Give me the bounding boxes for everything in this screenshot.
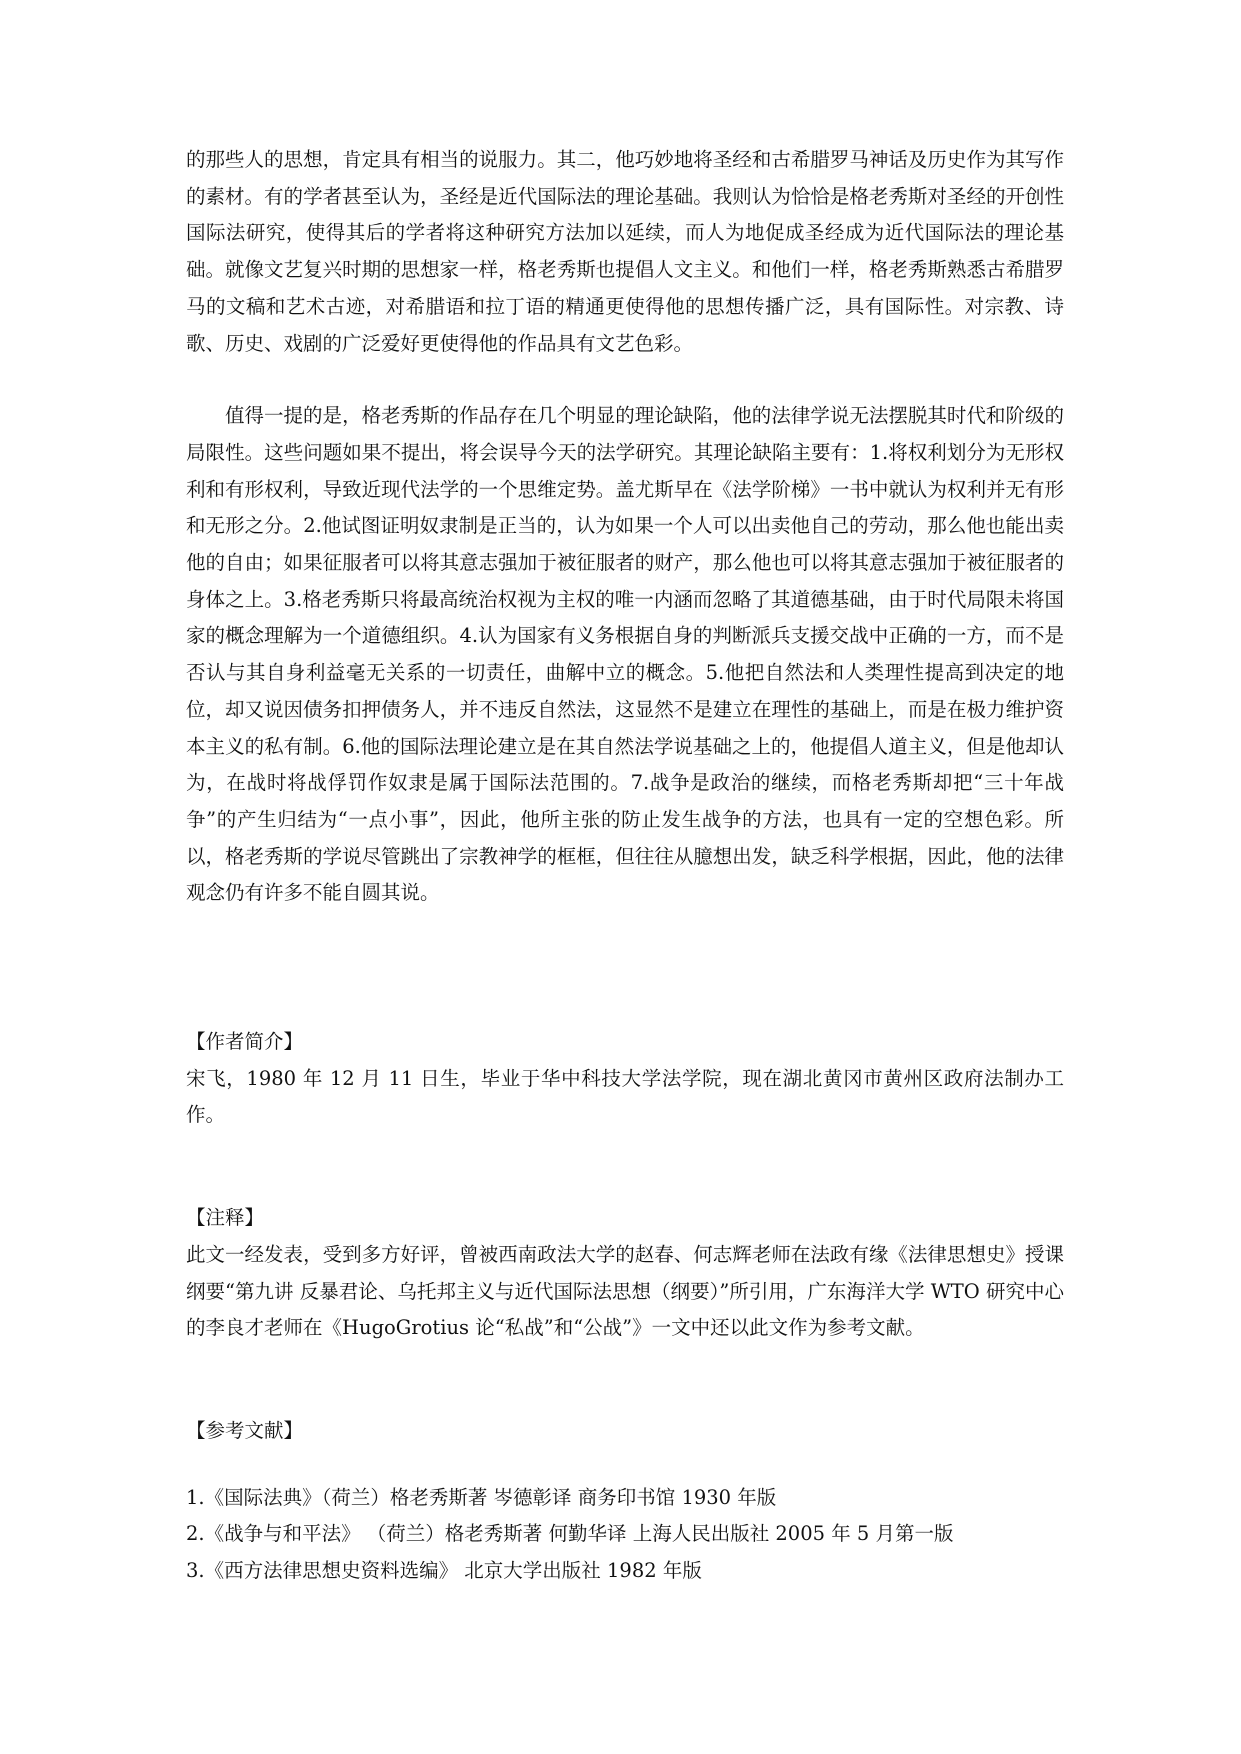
author-heading: 【作者简介】 (186, 1030, 304, 1054)
body-paragraph-1: 的那些人的思想，肯定具有相当的说服力。其二，他巧妙地将圣经和古希腊罗马神话及历史作为其写作的素材。有的学者甚至认为，圣经是近代国际法的理论基础。我则认为恰恰是格老秀斯对圣经的开创性国际法研究，使得其后的学者将这种研究方法加以延续，而人为地促成圣经成为近代国际法的理论基础。就像文艺复兴时期的思想家一样，格老秀斯也提倡人文主义。和他们一样，格老秀斯熟悉古希腊罗马的文稿和艺术古迹，对希腊语和拉丁语的精通更使得他的思想传播广泛，具有国际性。对宗教、诗歌、历史、戏剧的广泛爱好更使得他的作品具有文艺色彩。 (186, 148, 1064, 355)
section-spacer (186, 1347, 1064, 1413)
author-text: 宋飞，1980 年 12 月 11 日生，毕业于华中科技大学法学院，现在湖北黄冈市黄州区政府法制办工作。 (186, 1066, 1064, 1127)
reference-item-2: 2.《战争与和平法》 （荷兰）格老秀斯著 何勤华译 上海人民出版社 2005 年 5 月第一版 (186, 1522, 954, 1546)
references-heading: 【参考文献】 (186, 1418, 304, 1442)
document-page (186, 142, 1064, 1590)
reference-item-3: 3.《西方法律思想史资料选编》 北京大学出版社 1982 年版 (186, 1559, 702, 1583)
paragraph-spacer (186, 362, 1064, 398)
section-spacer (186, 912, 1064, 1024)
section-spacer (186, 1134, 1064, 1200)
notes-text: 此文一经发表，受到多方好评，曾被西南政法大学的赵春、何志辉老师在法政有缘《法律思想史》授课纲要“第九讲 反暴君论、乌托邦主义与近代国际法思想（纲要）”所引用，广东海洋大学 WTO 研究中心的李良才老师在《HugoGrotius 论“私战”和“公战”》一文中还以此文作为参考文献。 (186, 1242, 1064, 1340)
body-paragraph-2: 值得一提的是，格老秀斯的作品存在几个明显的理论缺陷，他的法律学说无法摆脱其时代和阶级的局限性。这些问题如果不提出，将会误导今天的法学研究。其理论缺陷主要有：1.将权利划分为无形权利和有形权利，导致近现代法学的一个思维定势。盖尤斯早在《法学阶梯》一书中就认为权利并无有形和无形之分。2.他试图证明奴隶制是正当的，认为如果一个人可以出卖他自己的劳动，那么他也能出卖他的自由；如果征服者可以将其意志强加于被征服者的财产，那么他也可以将其意志强加于被征服者的身体之上。3.格老秀斯只将最高统治权视为主权的唯一内涵而忽略了其道德基础，由于时代局限未将国家的概念理解为一个道德组织。4.认为国家有义务根据自身的判断派兵支援交战中正确的一方，而不是否认与其自身利益毫无关系的一切责任，曲解中立的概念。5.他把自然法和人类理性提高到决定的地位，却又说因债务扣押债务人，并不违反自然法，这显然不是建立在理性的基础上，而是在极力维护资本主义的私有制。6.他的国际法理论建立是在其自然法学说基础之上的，他提倡人道主义，但是他却认为，在战时将战俘罚作奴隶是属于国际法范围的。7.战争是政治的继续，而格老秀斯却把“三十年战争”的产生归结为“一点小事”，因此，他所主张的防止发生战争的方法，也具有一定的空想色彩。所以，格老秀斯的学说尽管跳出了宗教神学的框框，但往往从臆想出发，缺乏科学根据，因此，他的法律观念仍有许多不能自圆其说。 (186, 404, 1064, 905)
notes-heading: 【注释】 (186, 1206, 265, 1230)
references-spacer (186, 1450, 1064, 1480)
reference-item-1: 1.《国际法典》（荷兰）格老秀斯著 岑德彰译 商务印书馆 1930 年版 (186, 1485, 777, 1509)
references-list (186, 1480, 1064, 1590)
